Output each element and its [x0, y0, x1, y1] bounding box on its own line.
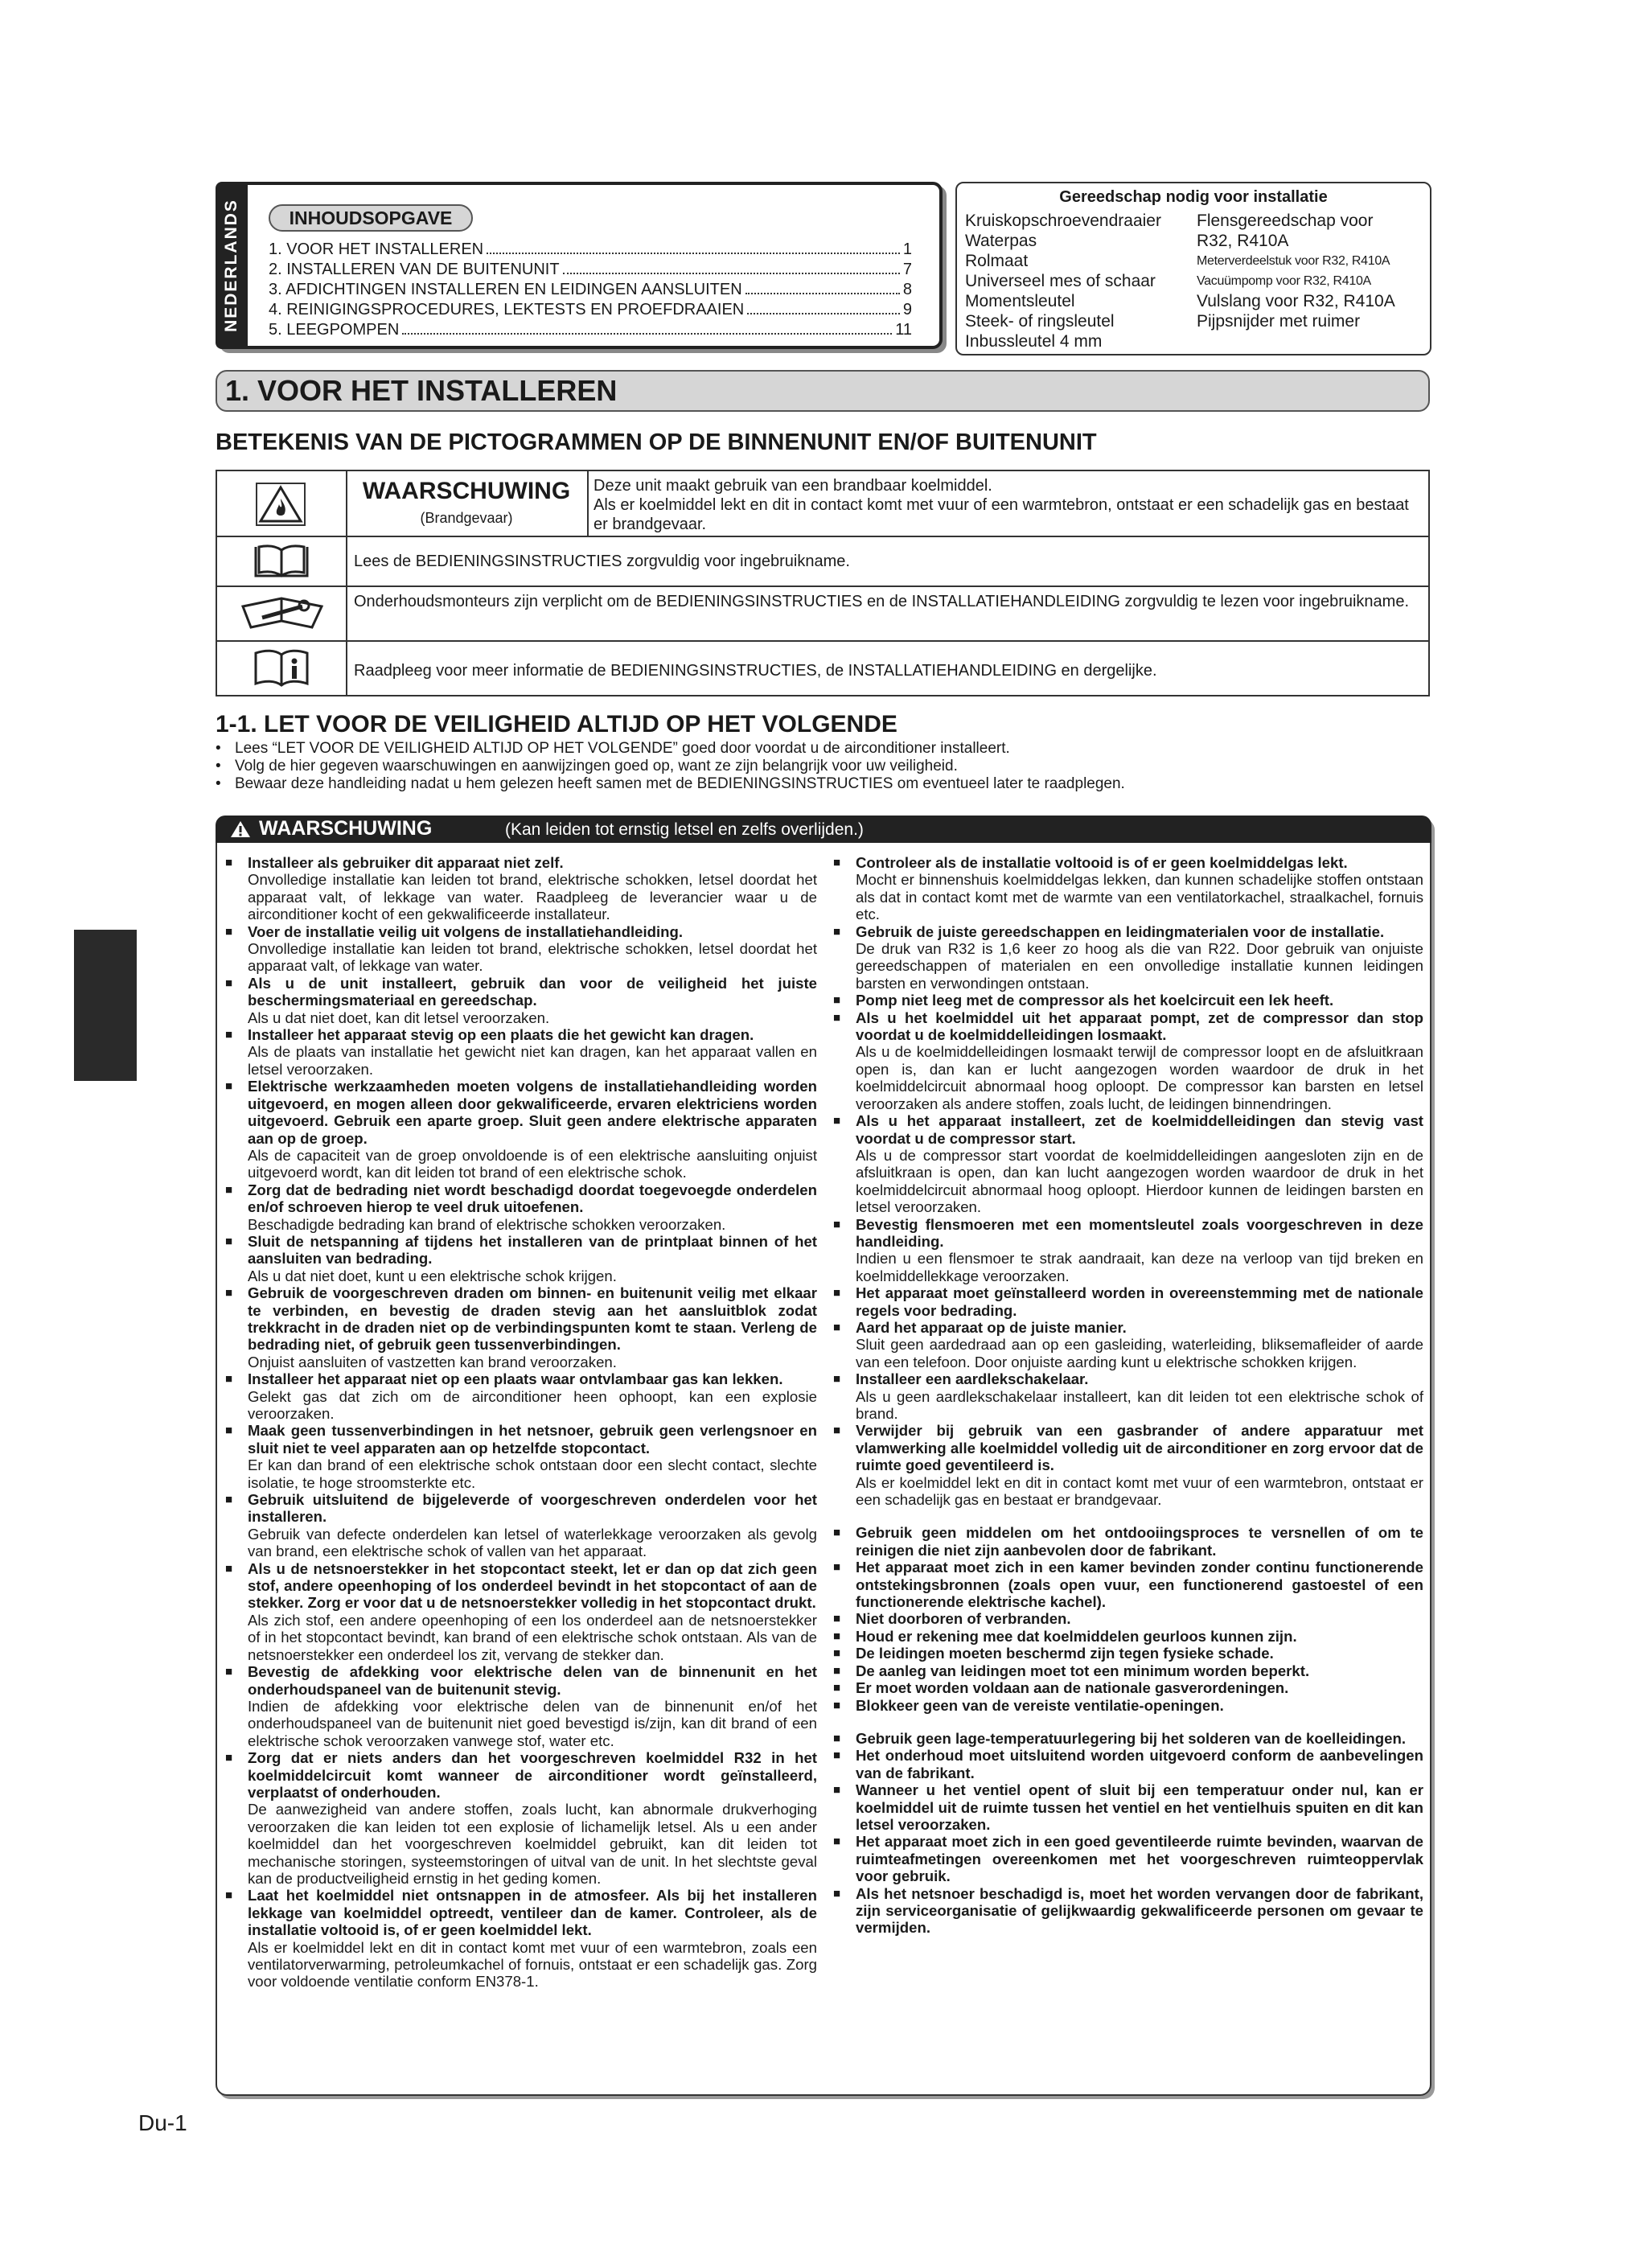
warning-item-title: ■ Controleer als de installatie voltooid is of er geen koelmiddelgas lekt.	[856, 854, 1348, 871]
warning-item-title: ■ Als u het koelmiddel uit het apparaat pompt, zet de compressor dan stop voordat u de koelmiddelleidingen losmaakt.	[856, 1009, 1423, 1044]
warning-item-title: ■ Als u de unit installeert, gebruik dan voor de veiligheid het juiste beschermingsmateriaal en gereedschap.	[248, 974, 817, 1009]
warning-item-title: ■ Sluit de netspanning af tijdens het installeren van de printplaat binnen of het aansluiten van bedrading.	[248, 1232, 817, 1268]
warning-item-title: ■ Het onderhoud moet uitsluitend worden uitgevoerd conform de aanbevelingen van de fabrikant.	[856, 1747, 1423, 1781]
warning-item	[225, 1370, 817, 1422]
warning-item	[833, 854, 1423, 923]
warning-item-text: Als u dat niet doet, kunt u een elektrische schok krijgen.	[248, 1267, 617, 1284]
toc-title: INHOUDSOPGAVE	[269, 204, 473, 232]
pictogram-row-text: Onderhoudsmonteurs zijn verplicht om de BEDIENINGSINSTRUCTIES en de INSTALLATIEHANDLEIDING zorgvuldig te lezen voor ingebruikname.	[354, 593, 1410, 610]
tool-item: Waterpas	[965, 232, 1037, 250]
warning-item-title: ■ Bevestig de afdekking voor elektrische delen van de binnenunit en het onderhoudspaneel van de buitenunit stevig.	[248, 1663, 817, 1698]
tool-item: Pijpsnijder met ruimer	[1197, 312, 1361, 331]
warning-item-title: ■ Installeer een aardlekschakelaar.	[856, 1370, 1089, 1388]
warning-item-text: Als de capaciteit van de groep onvoldoende is of een elektrische aansluiting onjuist uitgevoerd wordt, kan dit leiden tot brand of een elektrische schok.	[248, 1146, 817, 1181]
warning-item-text: Indien de afdekking voor elektrische delen van de binnenunit en/of het onderhoudspaneel van de buitenunit niet goed bevestigd is/zijn, kan dit brand of een elektrische schok veroorzaken vanwege stof, water etc.	[248, 1697, 817, 1749]
warning-item	[225, 1560, 817, 1663]
warning-item	[833, 1628, 1423, 1645]
warning-item	[225, 1491, 817, 1560]
warning-item-title: ■ Installeer het apparaat stevig op een plaats die het gewicht kan dragen.	[248, 1026, 754, 1044]
warning-item	[833, 1833, 1423, 1884]
warning-item-title: ■ Blokkeer geen van de vereiste ventilatie-openingen.	[856, 1696, 1224, 1714]
warning-item	[833, 1885, 1423, 1937]
tool-item: Steek- of ringsleutel	[965, 312, 1115, 331]
warning-item	[833, 1730, 1423, 1747]
warning-item	[833, 1370, 1423, 1422]
safety-bullet: • Volg de hier gegeven waarschuwingen en aanwijzingen goed op, want ze zijn belangrijk voor uw veiligheid.	[216, 758, 1125, 775]
warning-item-title: ■ Het apparaat moet zich in een kamer bevinden zonder continu functionerende ontstekingsbronnen (zoals open vuur, een functionerend gastoestel of een functionerende elektrische kachel).	[856, 1559, 1423, 1611]
tool-item: R32, R410A	[1197, 232, 1289, 250]
toc-item[interactable]	[269, 240, 912, 260]
warning-item	[225, 1422, 817, 1491]
warning-item-title: ■ Verwijder bij gebruik van een gasbrander of andere apparatuur met vlamwerking alle koelmiddel volledig uit de airconditioner en zorg ervoor dat de ruimte goed geventileerd is.	[856, 1422, 1423, 1474]
toc-item-label: 2. INSTALLEREN VAN DE BUITENUNIT	[269, 261, 560, 278]
warning-item	[833, 1697, 1423, 1714]
pictogram-row-text: Lees de BEDIENINGSINSTRUCTIES zorgvuldig voor ingebruikname.	[354, 553, 850, 570]
toc-list	[269, 240, 912, 340]
tool-item: Vulslang voor R32, R410A	[1197, 292, 1395, 310]
pictogram-table	[216, 470, 1430, 696]
warning-item	[833, 992, 1423, 1009]
table-divider	[217, 585, 1428, 587]
warning-item-title: ■ Voer de installatie veilig uit volgens de installatiehandleiding.	[248, 922, 684, 940]
warning-item	[225, 1284, 817, 1370]
warning-item-title: ■ Het apparaat moet zich in een goed geventileerde ruimte bevinden, waarvan de ruimteafmetingen overeenkomen met het voorgeschreven ruimteoppervlak voor gebruik.	[856, 1833, 1423, 1885]
pictogram-warning-subtitle: (Brandgevaar)	[420, 510, 513, 526]
warning-item-text: Onjuist aansluiten of vastzetten kan brand veroorzaken.	[248, 1353, 617, 1370]
warning-item-text: Mocht er binnenshuis koelmiddelgas lekken, dan kunnen schadelijke stoffen ontstaan als dat in contact komt met de warmte van een ventilatorkachel, straalkachel, fornuis etc.	[856, 871, 1423, 923]
page-number: Du-1	[138, 2110, 187, 2135]
warning-item-title: ■ Zorg dat er niets anders dan het voorgeschreven koelmiddel R32 in het koelmiddelcircuit komt wanneer de airconditioner wordt geïnstalleerd, verplaatst of onderhouden.	[248, 1749, 817, 1801]
warning-item-text: Als er koelmiddel lekt en dit in contact komt met vuur of een warmtebron, ontstaat er een schadelijk gas en bestaat er brandgevaar.	[856, 1473, 1423, 1509]
warning-item-text: Er kan dan brand of een elektrische schok ontstaan door een slecht contact, slechte isolatie, te hoge stroomsterkte etc.	[248, 1457, 817, 1491]
warning-item-text: Als u geen aardlekschakelaar installeert, kan dit leiden tot een elektrische schok of brand.	[856, 1387, 1423, 1422]
warning-item-title: ■ Als u het apparaat installeert, zet de koelmiddelleidingen dan stevig vast voordat u de compressor start.	[856, 1112, 1423, 1147]
side-thumb-tab	[74, 930, 137, 1081]
warning-item-text: Als u de compressor start voordat de koelmiddelleidingen aangesloten zijn en de afsluitkraan is open, dan kan lucht aangezogen worden waardoor de druk in het koelmiddelcircuit abnormaal hoog oploopt. Hierdoor kunnen de leidingen barsten en letsel veroorzaken.	[856, 1146, 1423, 1216]
warning-item	[833, 1610, 1423, 1627]
safety-heading: 1-1. LET VOOR DE VEILIGHEID ALTIJD OP HET VOLGENDE	[216, 711, 897, 738]
safety-bullet: • Lees “LET VOOR DE VEILIGHEID ALTIJD OP HET VOLGENDE” goed door voordat u de airconditioner installeert.	[216, 740, 1125, 758]
warning-item	[225, 923, 817, 975]
warning-item-text: Gelekt gas dat zich om de airconditioner heen ophoopt, kan een explosie veroorzaken.	[248, 1387, 817, 1422]
warning-item	[833, 1781, 1423, 1833]
warning-item-title: ■ Laat het koelmiddel niet ontsnappen in de atmosfeer. Als bij het installeren lekkage van koelmiddel optreedt, ventileer dan de kamer. Controleer, als de installatie voltooid is, of er geen koelmiddel lekt.	[248, 1887, 817, 1939]
warning-list-right	[833, 854, 1423, 1937]
pictogram-warning-text: Deze unit maakt gebruik van een brandbaar koelmiddel. Als er koelmiddel lekt en dit in contact komt met vuur of een warmtebron, ontstaat er een schadelijk gas en bestaat er brandgevaar.	[593, 477, 1409, 533]
toc-leader	[745, 293, 900, 294]
toc-item[interactable]	[269, 260, 912, 280]
warning-item-title: ■ Gebruik de voorgeschreven draden om binnen- en buitenunit veilig met elkaar te verbinden, en bevestig de draden stevig aan het aansluitblok zodat trekkracht in de draden niet op de verbindingspunten komt te staan. Verleng de bedrading niet, of gebruik geen tussenverbindingen.	[248, 1284, 817, 1354]
warning-item-title: ■ Gebruik de juiste gereedschappen en leidingmaterialen voor de installatie.	[856, 922, 1385, 940]
warning-item	[833, 1112, 1423, 1215]
toc-leader	[487, 253, 900, 254]
warning-item	[225, 1749, 817, 1887]
language-tab	[216, 182, 248, 349]
toc-item-label: 4. REINIGINGSPROCEDURES, LEKTESTS EN PROEFDRAAIEN	[269, 301, 745, 318]
toc-item-page: 7	[902, 261, 912, 278]
warning-item	[225, 1026, 817, 1078]
warning-item-title: ■ Niet doorboren of verbranden.	[856, 1610, 1071, 1628]
warning-item	[225, 1181, 817, 1233]
toc-item-label: 5. LEEGPOMPEN	[269, 321, 400, 339]
warning-item	[833, 1284, 1423, 1319]
toc-item-page: 11	[895, 321, 912, 339]
toc-item-page: 8	[902, 281, 912, 298]
warning-item-title: ■ Gebruik geen lage-temperatuurlegering bij het solderen van de koelleidingen.	[856, 1729, 1406, 1747]
tool-item: Momentsleutel	[965, 292, 1075, 310]
toc-item-label: 1. VOOR HET INSTALLEREN	[269, 240, 484, 258]
toc-item[interactable]	[269, 300, 912, 320]
warning-item	[833, 1009, 1423, 1112]
warning-list-left	[225, 854, 817, 1991]
warning-item-title: ■ Maak geen tussenverbindingen in het netsnoer, gebruik geen verlengsnoer en sluit niet te veel apparaten aan op hetzelfde stopcontact.	[248, 1422, 817, 1457]
safety-bullets	[216, 740, 1125, 793]
warning-label	[230, 817, 432, 840]
warning-item-title: ■ Bevestig flensmoeren met een momentsleutel zoals voorgeschreven in deze handleiding.	[856, 1215, 1423, 1250]
warning-item-title: ■ Houd er rekening mee dat koelmiddelen geurloos kunnen zijn.	[856, 1627, 1297, 1645]
tools-list-right	[1197, 211, 1430, 331]
warning-item-text: De aanwezigheid van andere stoffen, zoals lucht, kan abnormale drukverhoging veroorzaken die kan leiden tot een explosie of lichamelijk letsel. Als u een ander koelmiddel dan het voorgeschreven koelmiddel gebruikt, kan dit leiden tot mechanische storingen, systeemstoringen of uitval van de unit. In het slechtste geval kan de productveiligheid ernstig in het geding komen.	[248, 1801, 817, 1887]
section-title: 1. VOOR HET INSTALLEREN	[216, 370, 1430, 412]
warning-item-title: ■ De leidingen moeten beschermd zijn tegen fysieke schade.	[856, 1645, 1274, 1662]
tools-title: Gereedschap nodig voor installatie	[1059, 188, 1328, 206]
warning-item-title: ■ Installeer als gebruiker dit apparaat niet zelf.	[248, 854, 564, 871]
warning-triangle-icon	[230, 820, 251, 838]
info-manual-icon	[253, 648, 310, 687]
warning-item-title: ■ Elektrische werkzaamheden moeten volgens de installatiehandleiding worden uitgevoerd, en mogen alleen door gekwalificeerde, ervaren elektriciens worden uitgevoerd. Gebruik een aparte groep. Sluit geen andere elektrische apparaten aan op de groep.	[248, 1078, 817, 1147]
tool-item: Flensgereedschap voor	[1197, 212, 1374, 230]
warning-item-text: Gebruik van defecte onderdelen kan letsel of waterlekkage veroorzaken als gevolg van brand, een elektrische schok of vallen van het apparaat.	[248, 1525, 817, 1560]
toc-item-page: 9	[902, 301, 912, 318]
tools-list-left	[965, 211, 1198, 351]
tool-item: Meterverdeelstuk voor R32, R410A	[1197, 254, 1390, 268]
warning-item-text: Als u de koelmiddelleidingen losmaakt terwijl de compressor loopt en de afsluitkraan open is, dan kan er lucht aangezogen worden waardoor de druk in het koelmiddelcircuit abnormaal hoog oploopt. De compressor kan barsten en letsel veroorzaken als andere stoffen, zoals lucht, de leidingen binnendringen.	[856, 1043, 1423, 1112]
warning-item-text: Als u dat niet doet, kan dit letsel veroorzaken.	[248, 1009, 550, 1026]
toc-leader	[402, 333, 892, 335]
warning-item	[833, 1679, 1423, 1696]
warning-item	[225, 975, 817, 1026]
tool-item: Vacuümpomp voor R32, R410A	[1197, 274, 1371, 288]
warning-item-text: Als zich stof, een andere opeenhoping of een los onderdeel aan de netsnoerstekker of in het stopcontact bevindt, kan brand of een elektrische schok ontstaan. Als van de netsnoerstekker een onderdeel los zit, vervang de stekker dan.	[248, 1611, 817, 1663]
warning-item-title: ■ Als u de netsnoerstekker in het stopcontact steekt, let er dan op dat zich geen stof, andere opeenhoping of los onderdeel bevindt in het stopcontact of aan de stekker. Zorg er voor dat u de netsnoerstekker volledig in het stopcontact drukt.	[248, 1559, 817, 1612]
warning-item	[833, 1747, 1423, 1781]
toc-leader	[563, 273, 900, 274]
warning-item	[225, 1887, 817, 1990]
warning-item-text: Onvolledige installatie kan leiden tot brand, elektrische schokken, letsel doordat het apparaat valt, of lekkage van water.	[248, 940, 817, 975]
warning-item	[225, 1233, 817, 1284]
warning-item-title: ■ Installeer het apparaat niet op een plaats waar ontvlambaar gas kan lekken.	[248, 1370, 783, 1388]
toc-item[interactable]	[269, 320, 912, 340]
warning-item-title: ■ Het apparaat moet geïnstalleerd worden in overeenstemming met de nationale regels voor bedrading.	[856, 1284, 1423, 1319]
warning-item-text: Als de plaats van installatie het gewicht niet kan dragen, kan het apparaat vallen en letsel veroorzaken.	[248, 1043, 817, 1078]
toc-item-page: 1	[902, 240, 912, 258]
toc-item[interactable]	[269, 280, 912, 300]
warning-item-title: ■ Als het netsnoer beschadigd is, moet het worden vervangen door de fabrikant, zijn serviceorganisatie of gelijkwaardig gekwalificeerde personen om gevaar te vermijden.	[856, 1884, 1423, 1937]
warning-item	[225, 1663, 817, 1749]
pictogram-row-text: Raadpleeg voor meer informatie de BEDIENINGSINSTRUCTIES, de INSTALLATIEHANDLEIDING en dergelijke.	[354, 662, 1157, 680]
warning-item-text: Indien u een flensmoer te strak aandraait, kan deze na verloop van tijd breken en koelmiddellekkage veroorzaken.	[856, 1250, 1423, 1284]
toc-leader	[747, 313, 900, 314]
warning-item-title: ■ Gebruik uitsluitend de bijgeleverde of voorgeschreven onderdelen voor het installeren.	[248, 1491, 817, 1526]
warning-item-text: Beschadigde bedrading kan brand of elektrische schokken veroorzaken.	[248, 1215, 726, 1233]
warning-item-title: ■ De aanleg van leidingen moet tot een minimum worden beperkt.	[856, 1662, 1310, 1679]
flammable-warning-icon	[256, 483, 306, 526]
warning-item-text: Sluit geen aardedraad aan op een gasleiding, waterleiding, bliksemafleider of aarde van een telefoon. Door onjuiste aarding kunt u elektrische schokken krijgen.	[856, 1336, 1423, 1370]
book-icon	[253, 544, 310, 579]
warning-item-title: ■ Gebruik geen middelen om het ontdooiingsproces te versnellen of om te reinigen die niet zijn aanbevolen door de fabrikant.	[856, 1524, 1423, 1559]
toc-item-label: 3. AFDICHTINGEN INSTALLEREN EN LEIDINGEN AANSLUITEN	[269, 281, 742, 298]
warning-item	[225, 854, 817, 923]
warning-item	[833, 1559, 1423, 1610]
warning-item	[833, 1645, 1423, 1662]
table-divider	[217, 640, 1428, 642]
warning-item	[833, 1524, 1423, 1559]
warning-item-title: ■ Aard het apparaat op de juiste manier.	[856, 1318, 1127, 1336]
table-divider	[217, 536, 1428, 537]
warning-label-text: WAARSCHUWING	[259, 817, 433, 840]
warning-item-title: ■ Zorg dat de bedrading niet wordt beschadigd doordat toegevoegde onderdelen en/of schroeven hierop te veel druk uitoefenen.	[248, 1181, 817, 1216]
warning-item-text: Als er koelmiddel lekt en dit in contact komt met vuur of een warmtebron, zoals een ventilatorverwarming, petroleumkachel of fornuis, ontstaat er een schadelijk gas. Zorg voor voldoende ventilatie conform EN378-1.	[248, 1938, 817, 1991]
tool-item: Universeel mes of schaar	[965, 272, 1156, 290]
warning-item	[833, 1216, 1423, 1285]
warning-subtitle: (Kan leiden tot ernstig letsel en zelfs overlijden.)	[505, 820, 864, 839]
pictogram-heading: BETEKENIS VAN DE PICTOGRAMMEN OP DE BINNENUNIT EN/OF BUITENUNIT	[216, 429, 1097, 455]
warning-item	[225, 1078, 817, 1181]
warning-item-text: De druk van R32 is 1,6 keer zo hoog als die van R22. Door gebruik van onjuiste gereedschappen of materialen en een onvolledige installatie kunnen leidingen barsten en verwondingen ontstaan.	[856, 940, 1423, 992]
tool-item: Rolmaat	[965, 252, 1029, 270]
language-tab-label: NEDERLANDS	[222, 199, 240, 332]
service-manual-icon	[238, 595, 327, 632]
warning-item-title: ■ Er moet worden voldaan aan de nationale gasverordeningen.	[856, 1679, 1289, 1697]
warning-item	[833, 1662, 1423, 1679]
warning-item-title: ■ Pomp niet leeg met de compressor als het koelcircuit een lek heeft.	[856, 992, 1334, 1009]
tool-item: Inbussleutel 4 mm	[965, 332, 1103, 351]
table-divider	[587, 471, 589, 536]
warning-item-text: Onvolledige installatie kan leiden tot brand, elektrische schokken, letsel doordat het apparaat valt, of lekkage van water. Raadpleeg de leverancier waar u de airconditioner kocht of een gekwalificeerde installateur.	[248, 871, 817, 923]
tool-item: Kruiskopschroevendraaier	[965, 212, 1161, 230]
safety-bullet: • Bewaar deze handleiding nadat u hem gelezen heeft samen met de BEDIENINGSINSTRUCTIES om eventueel later te raadplegen.	[216, 775, 1125, 793]
warning-item	[833, 923, 1423, 992]
warning-item	[833, 1319, 1423, 1370]
pictogram-warning-title: WAARSCHUWING	[362, 478, 571, 504]
warning-item-title: ■ Wanneer u het ventiel opent of sluit bij een temperatuur onder nul, kan er koelmiddel uit de ruimte tussen het ventiel en het ventielhuis spuiten en dit kan letsel veroorzaken.	[856, 1781, 1423, 1833]
warning-item	[833, 1422, 1423, 1508]
